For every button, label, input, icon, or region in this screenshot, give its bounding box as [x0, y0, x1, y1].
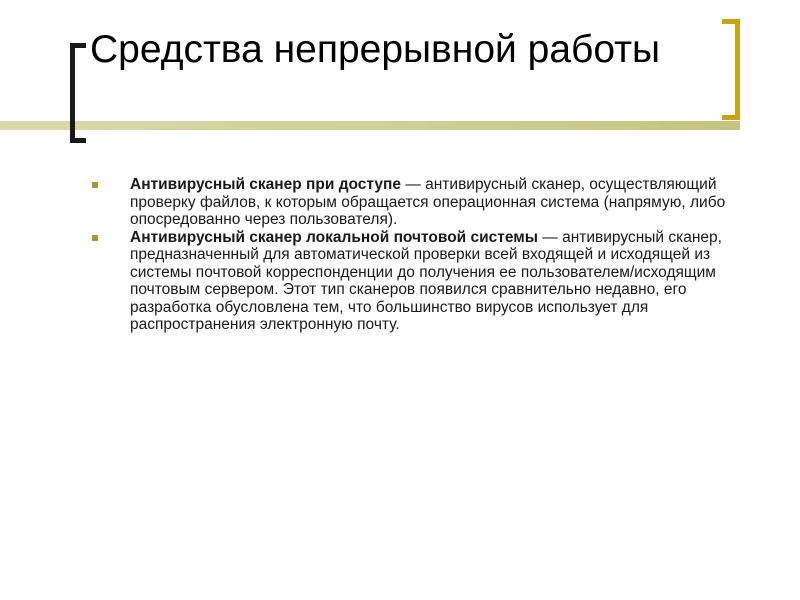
slide-title: Средства непрерывной работы [90, 28, 661, 71]
bullet-term: Антивирусный сканер локальной почтовой системы [130, 228, 538, 246]
left-bracket-icon [70, 43, 86, 143]
bullet-text: — антивирусный сканер, предназначенный для автоматической проверки всей входящей и исходящей из системы почтовой корреспонденции до получения ее пользователем/исходящим почтовым сервером. Этот тип сканеров появился сравнительно недавно, его разработка обусловлена тем, что большинство вирусов использует для распространения электронную почту. [130, 228, 722, 333]
square-bullet-icon [92, 235, 98, 241]
bullet-term: Антивирусный сканер при доступе [130, 176, 402, 193]
list-item [90, 229, 740, 334]
bullet-list [90, 176, 740, 334]
square-bullet-icon [92, 182, 98, 188]
bullet-text: — антивирусный сканер, осуществляющий проверку файлов, к которым обращается операционная система (напрямую, либо опосредованно через пользователя). [130, 176, 726, 228]
list-item [90, 176, 740, 229]
right-bracket-icon [722, 19, 740, 120]
title-decorative-band [0, 121, 740, 130]
